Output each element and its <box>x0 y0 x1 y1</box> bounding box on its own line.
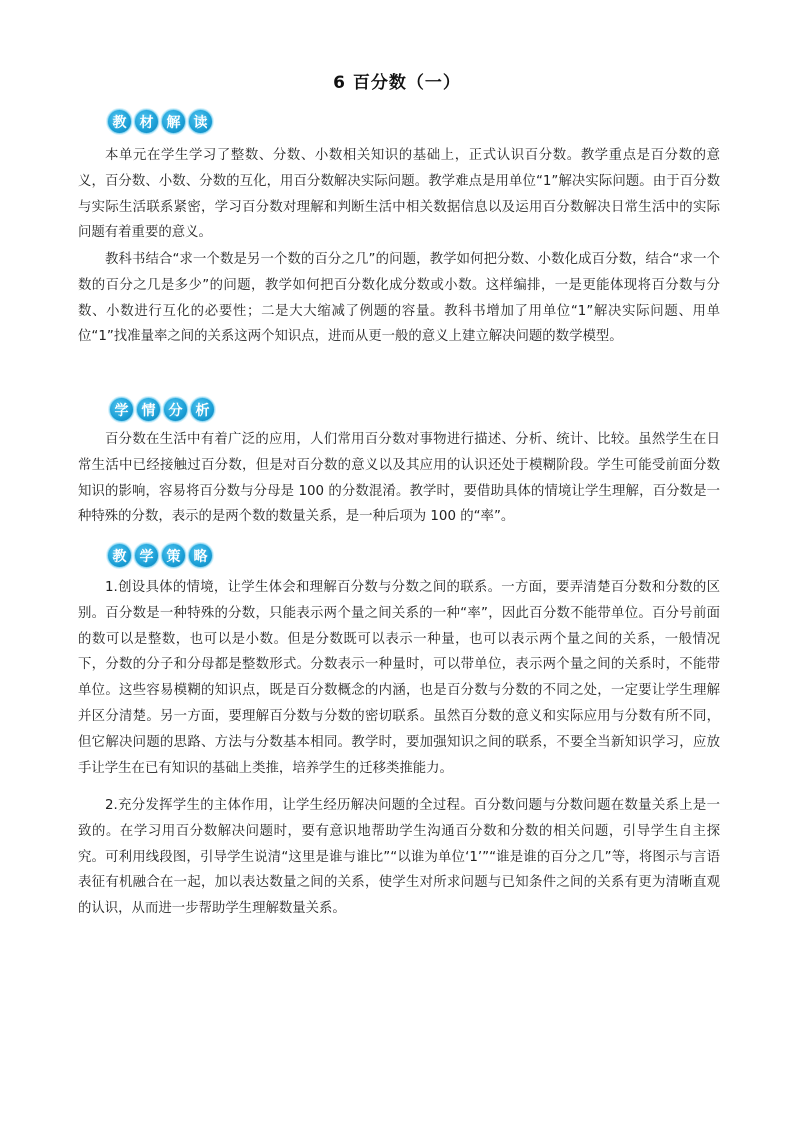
heading-char: 学 <box>109 397 134 422</box>
paragraph: 教科书结合“求一个数是另一个数的百分之几”的问题，教学如何把分数、小数化成百分数，结合“求一个数的百分之几是多少”的问题，教学如何把百分数化成分数或小数。这样编排，一是更能体现将百分数与分数、小数进行互化的必要性；二是大大缩减了例题的容量。教科书增加了用单位“1”解决实际问题、用单位“1”找准量率之间的关系这两个知识点，进而从更一般的意义上建立解决问题的数学模型。 <box>78 252 721 345</box>
paragraph: 百分数在生活中有着广泛的应用，人们常用百分数对事物进行描述、分析、统计、比较。虽然学生在日常生活中已经接触过百分数，但是对百分数的意义以及其应用的认识还处于模糊阶段。学生可能受前面分数知识的影响，容易将百分数与分母是 100 的分数混淆。教学时，要借助具体的情境让学生理解，百分数是一种特殊的分数，表示的是两个数的数量关系，是一种后项为 100 的“率”。 <box>78 432 720 525</box>
section-heading-teaching-strategy <box>107 543 213 568</box>
heading-char: 读 <box>188 109 213 134</box>
heading-char: 教 <box>107 109 132 134</box>
heading-char: 略 <box>188 543 213 568</box>
heading-char: 情 <box>136 397 161 422</box>
section-heading-student-analysis <box>109 397 215 422</box>
heading-char: 学 <box>134 543 159 568</box>
section-heading-textbook-reading <box>107 109 213 134</box>
paragraph: 1.创设具体的情境，让学生体会和理解百分数与分数之间的联系。一方面，要弄清楚百分数和分数的区别。百分数是一种特殊的分数，只能表示两个量之间关系的一种“率”，因此百分数不能带单位。百分号前面的数可以是整数，也可以是小数。但是分数既可以表示一种量，也可以表示两个量之间的关系，一般情况下，分数的分子和分母都是整数形式。分数表示一种量时，可以带单位，表示两个量之间的关系时，不能带单位。这些容易模糊的知识点，既是百分数概念的内涵，也是百分数与分数的不同之处，一定要让学生理解并区分清楚。另一方面，要理解百分数与分数的密切联系。虽然百分数的意义和实际应用与分数有所不同，但它解决问题的思路、方法与分数基本相同。教学时，要加强知识之间的联系，不要全当新知识学习，应放手让学生在已有知识的基础上类推，培养学生的迁移类推能力。 <box>78 580 720 776</box>
heading-char: 分 <box>163 397 188 422</box>
paragraph: 2.充分发挥学生的主体作用，让学生经历解决问题的全过程。百分数问题与分数问题在数量关系上是一致的。在学习用百分数解决问题时，要有意识地帮助学生沟通百分数和分数的相关问题，引导学生自主探究。可利用线段图，引导学生说清“这里是谁与谁比”“以谁为单位‘1’”“谁是谁的百分之几”等，将图示与言语表征有机融合在一起，加以表达数量之间的关系，使学生对所求问题与已知条件之间的关系有更为清晰直观的认识，从而进一步帮助学生理解数量关系。 <box>78 798 720 917</box>
heading-char: 材 <box>134 109 159 134</box>
heading-char: 解 <box>161 109 186 134</box>
heading-char: 教 <box>107 543 132 568</box>
heading-char: 析 <box>190 397 215 422</box>
paragraph: 本单元在学生学习了整数、分数、小数相关知识的基础上，正式认识百分数。教学重点是百分数的意义，百分数、小数、分数的互化，用百分数解决实际问题。教学难点是用单位“1”解决实际问题。由于百分数与实际生活联系紧密，学习百分数对理解和判断生活中相关数据信息以及运用百分数解决日常生活中的实际问题有着重要的意义。 <box>78 148 720 241</box>
heading-char: 策 <box>161 543 186 568</box>
page-title: 6 百分数（一） <box>333 73 461 93</box>
